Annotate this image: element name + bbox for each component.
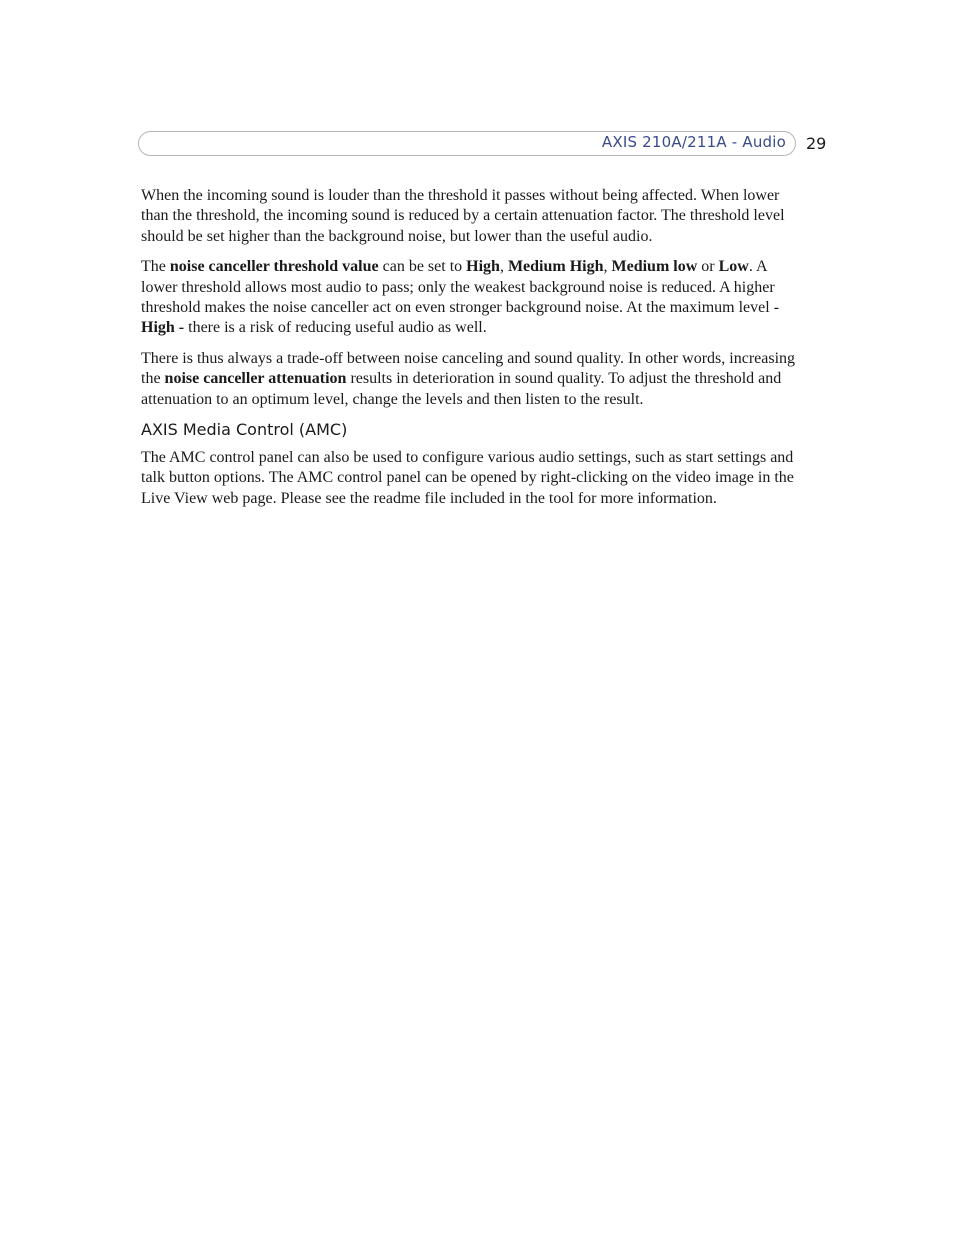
text-run: can be set to	[378, 258, 467, 276]
paragraph-amc: The AMC control panel can also be used to configure various audio settings, such as start settings and talk button options. The AMC control panel can be opened by right-clicking on the video image in the Live View web page. Please see the readme file included in the tool for more information.	[141, 449, 794, 507]
bold-term: High	[466, 258, 500, 276]
bold-term: Low	[718, 258, 749, 276]
section-heading: AXIS Media Control (AMC)	[141, 420, 348, 440]
text-run: or	[697, 258, 719, 276]
paragraph-tradeoff	[141, 349, 796, 410]
paragraph-threshold-intro: When the incoming sound is louder than the threshold it passes without being affected. When lower than the threshold, the incoming sound is reduced by a certain attenuation factor. The threshold level should be set higher than the background noise, but lower than the useful audio.	[141, 187, 785, 245]
text-run: ,	[603, 258, 612, 276]
bold-term: noise canceller threshold value	[169, 258, 379, 276]
text-run: The	[141, 258, 170, 276]
bold-term: noise canceller attenuation	[164, 370, 347, 388]
text-run: There is thus always a trade-off between noise canceling and sound quality. In other words, increasing the	[141, 349, 796, 388]
text-run: results in deterioration in sound quality. To adjust the threshold and attenuation to an optimum level, change the levels and then listen to the result.	[141, 370, 782, 408]
text-run: ,	[499, 258, 508, 276]
bold-term: Medium High	[507, 258, 604, 276]
page-body	[141, 186, 796, 519]
text-run: . A lower threshold allows most audio to pass; only the weakest background noise is reduced. A higher threshold makes the noise canceller act on even stronger background noise. At the maximum level -	[141, 258, 780, 317]
text-run: there is a risk of reducing useful audio as well.	[184, 319, 487, 337]
page-number: 29	[806, 134, 827, 153]
bold-term: High -	[141, 319, 185, 337]
header-title: AXIS 210A/211A - Audio	[601, 133, 786, 151]
paragraph-threshold-values	[141, 257, 796, 339]
bold-term: Medium low	[611, 258, 698, 276]
